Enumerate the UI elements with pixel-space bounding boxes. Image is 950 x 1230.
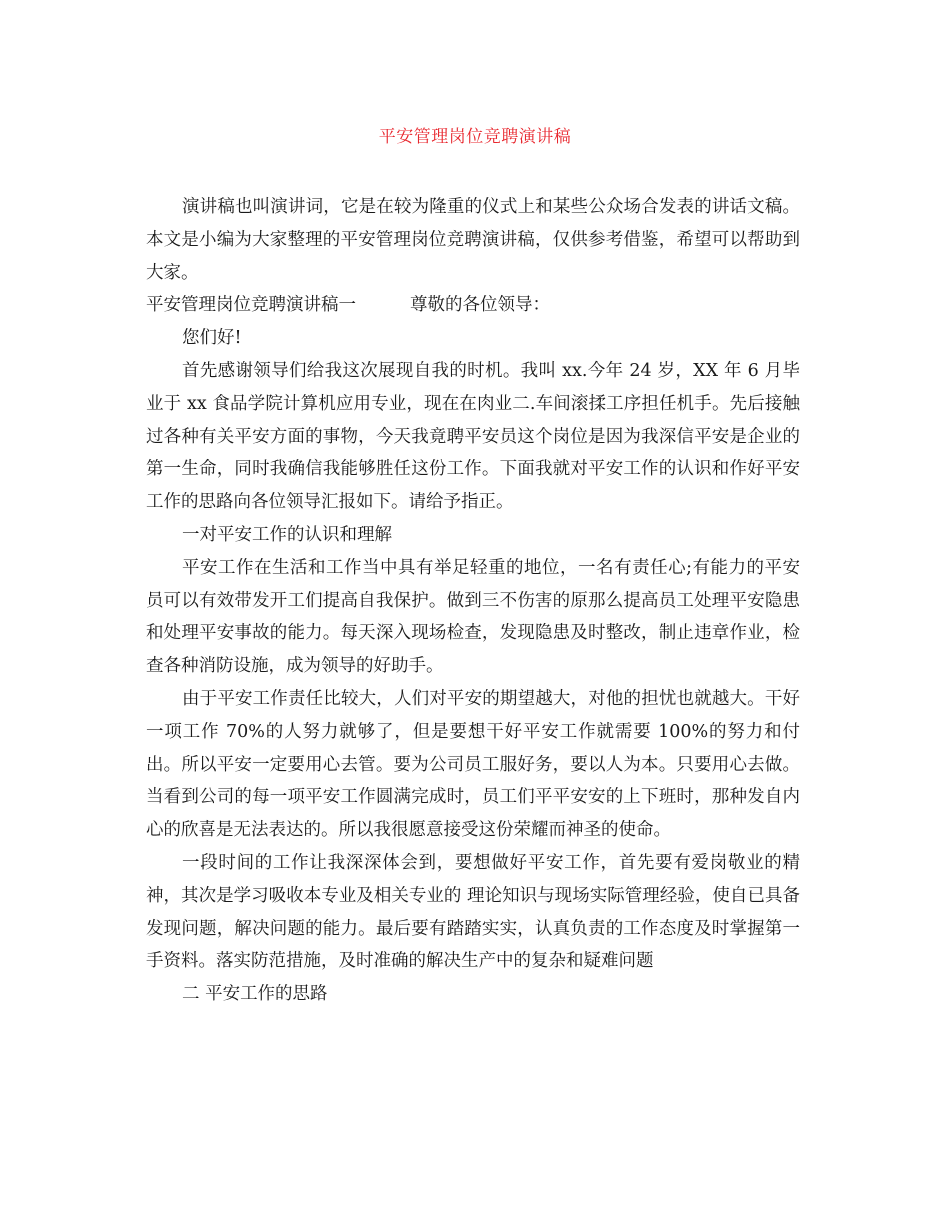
paragraph-1: 首先感谢领导们给我这次展现自我的时机。我叫 xx.今年 24 岁，XX 年 6 月毕业于 xx 食品学院计算机应用专业，现在在肉业二.车间滚揉工序担任机手。先后接触过各种有关平安方面的事物，今天我竟聘平安员这个岗位是因为我深信平安是企业的第一生命，同时我确信我能够胜任这份工作。下面我就对平安工作的认识和作好平安工作的思路向各位领导汇报如下。请给予指正。 — [146, 360, 800, 513]
subheading-1: 一对平安工作的认识和理解 — [182, 524, 392, 545]
document-body — [146, 191, 800, 1011]
document-title: 平安管理岗位竞聘演讲稿 — [378, 127, 572, 147]
intro-paragraph: 演讲稿也叫演讲词，它是在较为隆重的仪式上和某些公众场合发表的讲话文稿。 本文是小编为大家整理的平安管理岗位竞聘演讲稿，仅供参考借鉴，希望可以帮助到大家。 — [146, 197, 800, 283]
subheading-2: 二 平安工作的思路 — [182, 984, 328, 1005]
greeting: 您们好! — [182, 328, 242, 349]
section-heading: 平安管理岗位竞聘演讲稿一 — [146, 295, 356, 316]
section-heading-line — [146, 289, 800, 322]
paragraph-2: 平安工作在生活和工作当中具有举足轻重的地位，一名有责任心;有能力的平安员可以有效带发开工们提高自我保护。做到三不伤害的原那么提高员工处理平安隐患和处理平安事故的能力。每天深入现场检查，发现隐患及时整改，制止违章作业，检查各种消防设施，成为领导的好助手。 — [146, 557, 800, 677]
paragraph-3: 由于平安工作责任比较大，人们对平安的期望越大，对他的担忧也就越大。干好一项工作 70%的人努力就够了，但是要想干好平安工作就需要 100%的努力和付出。所以平安一定要用心去管。要为公司员工服好务，要以人为本。只要用心去做。当看到公司的每一项平安工作圆满完成时，员工们平平安安的上下班时，那种发自内心的欣喜是无法表达的。所以我很愿意接受这份荣耀而神圣的使命。 — [146, 688, 800, 841]
paragraph-4: 一段时间的工作让我深深体会到，要想做好平安工作，首先要有爱岗敬业的精神，其次是学习吸收本专业及相关专业的 理论知识与现场实际管理经验，使自已具备发现问题，解决问题的能力。最后要有踏踏实实，认真负责的工作态度及时掌握第一手资料。落实防范措施，及时准确的解决生产中的复杂和疑难问题 — [146, 852, 800, 972]
salutation: 尊敬的各位领导： — [410, 295, 550, 316]
